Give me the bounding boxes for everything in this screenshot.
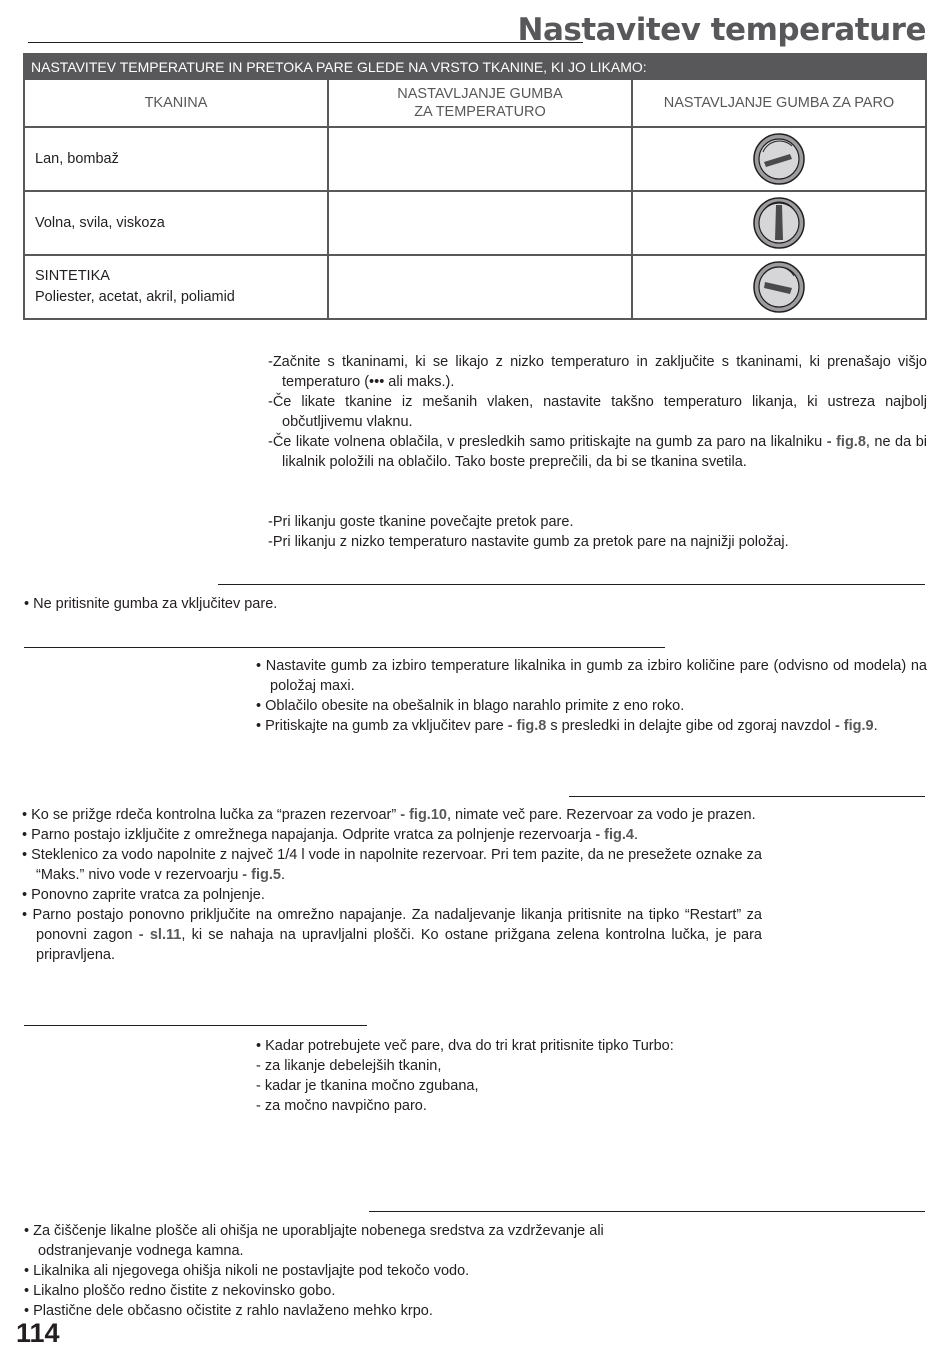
vertical-steam-section: [256, 656, 927, 736]
tip-item: -Če likate volnena oblačila, v presledkih samo pritiskajte na gumb za paro na likalniku - fig.8, ne da bi likalnik položili na oblačilo. Tako boste preprečili, da bi se tkanina svetila.: [268, 434, 927, 470]
fabric-label: Lan, bombaž: [35, 150, 119, 167]
figure-reference: - fig.9: [834, 718, 874, 734]
bullet-item: • Za čiščenje likalne plošče ali ohišja ne uporabljajte nobenega sredstva za vzdrževanje ali odstranjevanje vodnega kamna.: [24, 1223, 604, 1259]
bullet-item: • Parno postajo izključite z omrežnega napajanja. Odprite vratca za polnjenje rezervoarja - fig.4.: [22, 827, 639, 843]
refill-section: [22, 805, 762, 965]
list-item: - kadar je tkanina močno zgubana,: [256, 1078, 479, 1094]
steam-setting-cell: [632, 255, 926, 319]
list-item: - za močno navpično paro.: [256, 1098, 427, 1114]
list-item: - za likanje debelejših tkanin,: [256, 1058, 442, 1074]
bullet-item: • Ne pritisnite gumba za vključitev pare.: [24, 596, 278, 612]
table-row: [24, 127, 926, 191]
figure-reference: - fig.8: [507, 718, 547, 734]
bullet-item: • Kadar potrebujete več pare, dva do tri krat pritisnite tipko Turbo:: [256, 1038, 674, 1054]
section-rule: [24, 1025, 367, 1026]
bullet-item: • Pritiskajte na gumb za vključitev pare - fig.8 s presledki in delajte gibe od zgoraj navzdol - fig.9.: [256, 718, 878, 734]
figure-reference: - fig.8: [826, 434, 866, 450]
bullet-item: • Ponovno zaprite vratca za polnjenje.: [22, 887, 265, 903]
table-row: [24, 191, 926, 255]
bullet-item: • Nastavite gumb za izbiro temperature likalnika in gumb za izbiro količine pare (odvisno od modela) na položaj maxi.: [256, 658, 927, 694]
section-rule: [569, 796, 925, 797]
section-rule: [24, 647, 665, 648]
figure-reference: - sl.11: [138, 927, 182, 943]
fabric-cell: [24, 127, 328, 191]
care-section: [24, 1221, 664, 1321]
turbo-section: [256, 1036, 927, 1116]
section-rule: [369, 1211, 925, 1212]
page-number: 114: [16, 1318, 60, 1348]
bullet-item: • Parno postajo ponovno priključite na omrežno napajanje. Za nadaljevanje likanja pritisnite na tipko “Restart” za ponovni zagon - sl.11, ki se nahaja na upravljalni plošči. Ko ostane prižgana zelena kontrolna lučka, je para pripravljena.: [22, 907, 762, 963]
table-header-row: [24, 79, 926, 127]
steam-setting-cell: [632, 191, 926, 255]
steam-tips: [268, 512, 927, 552]
fabric-sublabel: Poliester, acetat, akril, poliamid: [35, 289, 235, 305]
dry-ironing-section: [24, 594, 624, 614]
col-header-temperature: NASTAVLJANJE GUMBA ZA TEMPERATURO: [328, 79, 632, 127]
fabric-settings-table: [23, 53, 927, 320]
temperature-setting-cell: [328, 255, 632, 319]
bullet-item: • Ko se prižge rdeča kontrolna lučka za “prazen rezervoar” - fig.10, nimate več pare. Rezervoar za vodo je prazen.: [22, 807, 756, 823]
bullet-item: • Plastične dele občasno očistite z rahlo navlaženo mehko krpo.: [24, 1303, 433, 1319]
tip-item: -Pri likanju goste tkanine povečajte pretok pare.: [268, 514, 574, 530]
tip-item: -Začnite s tkaninami, ki se likajo z nizko temperaturo in zaključite s tkaninami, ki prenašajo višjo temperaturo (••• ali maks.).: [268, 354, 927, 390]
temperature-setting-cell: [328, 127, 632, 191]
header-rule: [28, 42, 583, 43]
page-title: Nastavitev temperature: [517, 12, 926, 48]
temperature-setting-cell: [328, 191, 632, 255]
fabric-cell: [24, 255, 328, 319]
table-row: [24, 255, 926, 319]
bullet-item: • Likalnika ali njegovega ohišja nikoli ne postavljajte pod tekočo vodo.: [24, 1263, 470, 1279]
fabric-label: Volna, svila, viskoza: [35, 214, 165, 231]
bullet-item: • Oblačilo obesite na obešalnik in blago narahlo primite z eno roko.: [256, 698, 685, 714]
figure-reference: - fig.5: [242, 867, 281, 883]
figure-reference: - fig.10: [400, 807, 447, 823]
col-header-fabric: TKANINA: [24, 79, 328, 127]
ironing-tips: [268, 352, 927, 472]
section-rule: [218, 584, 925, 585]
steam-knob-mid-icon: [752, 196, 806, 250]
figure-reference: - fig.4: [595, 827, 634, 843]
steam-knob-min-icon: [752, 260, 806, 314]
bullet-item: • Likalno ploščo redno čistite z nekovinsko gobo.: [24, 1283, 336, 1299]
col-header-steam: NASTAVLJANJE GUMBA ZA PARO: [632, 79, 926, 127]
fabric-label: SINTETIKA: [35, 268, 110, 284]
steam-setting-cell: [632, 127, 926, 191]
tip-item: -Pri likanju z nizko temperaturo nastavite gumb za pretok pare na najnižji položaj.: [268, 534, 789, 550]
tip-item: -Če likate tkanine iz mešanih vlaken, nastavite takšno temperaturo likanja, ki ustreza najbolj občutljivemu vlaknu.: [268, 394, 927, 430]
steam-knob-max-icon: [752, 132, 806, 186]
table-caption: NASTAVITEV TEMPERATURE IN PRETOKA PARE GLEDE NA VRSTO TKANINE, KI JO LIKAMO:: [24, 54, 926, 79]
bullet-item: • Steklenico za vodo napolnite z največ 1/4 l vode in napolnite rezervoar. Pri tem pazite, da ne presežete oznake za “Maks.” nivo vode v rezervoarju - fig.5.: [22, 847, 762, 883]
fabric-cell: [24, 191, 328, 255]
